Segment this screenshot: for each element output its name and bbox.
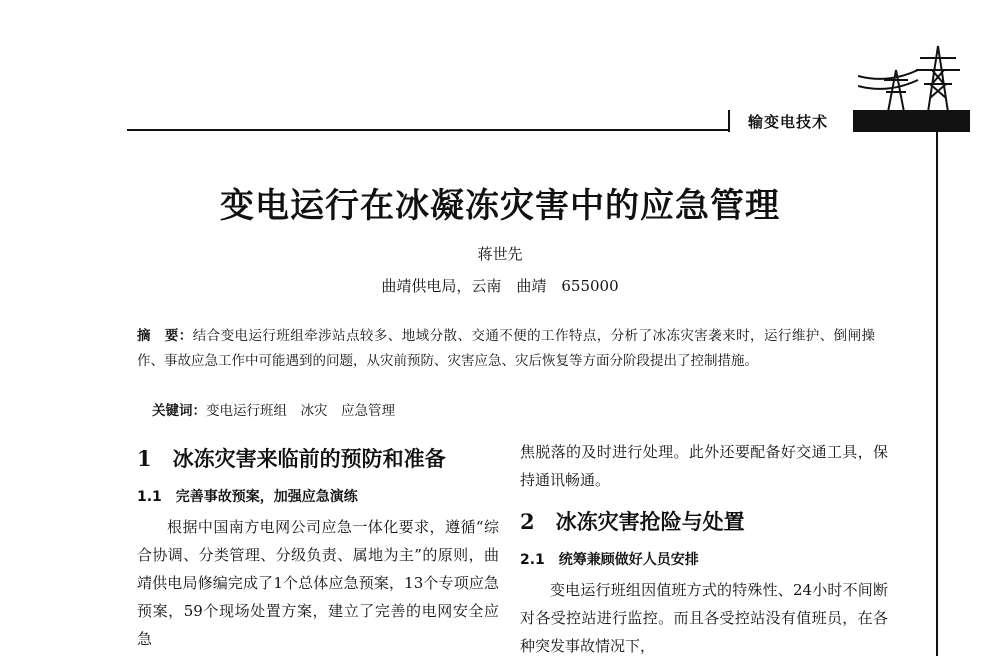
keywords bbox=[152, 399, 395, 419]
author-name: 蒋世先 bbox=[477, 245, 523, 263]
journal-section-label: 输变电技术 bbox=[748, 113, 829, 131]
body-paragraph: 根据中国南方电网公司应急一体化要求，遵循“综合协调、分类管理、分级负责、属地为主”的原则，曲靖供电局修编完成了1个总体应急预案，13个专项应急预案，59个现场处置方案，建立了完善的电网安全应急 bbox=[137, 518, 499, 648]
abstract bbox=[137, 324, 875, 374]
section-1-heading: 1 冰冻灾害来临前的预防和准备 bbox=[137, 446, 446, 471]
body-paragraph: 变电运行班组因值班方式的特殊性、24小时不间断对各受控站进行监控。而且各受控站没有值班员，在各种突发事故情况下， bbox=[520, 581, 888, 655]
keywords-text: 变电运行班组 冰灾 应急管理 bbox=[206, 403, 395, 419]
subsection-2-1-heading: 2.1 统筹兼顾做好人员安排 bbox=[520, 552, 699, 568]
right-column bbox=[520, 438, 888, 660]
keywords-label: 关键词： bbox=[152, 403, 206, 419]
paper-title: 变电运行在冰凝冻灾害中的应急管理 bbox=[220, 186, 780, 226]
body-paragraph-continued: 焦脱落的及时进行处理。此外还要配备好交通工具，保持通讯畅通。 bbox=[520, 443, 888, 489]
abstract-label: 摘 要： bbox=[137, 328, 193, 344]
section-2-heading: 2 冰冻灾害抢险与处置 bbox=[520, 509, 745, 534]
subsection-1-1-heading: 1.1 完善事故预案，加强应急演练 bbox=[137, 489, 358, 505]
abstract-text: 结合变电运行班组牵涉站点较多、地域分散、交通不便的工作特点，分析了冰冻灾害袭来时，运行维护、倒闸操作、事故应急工作中可能遇到的问题，从灾前预防、灾害应急、灾后恢复等方面分阶段提出了控制措施。 bbox=[137, 328, 876, 369]
left-column bbox=[137, 445, 499, 653]
transmission-tower-icon bbox=[858, 40, 968, 114]
author-affiliation: 曲靖供电局，云南 曲靖 655000 bbox=[381, 277, 619, 295]
